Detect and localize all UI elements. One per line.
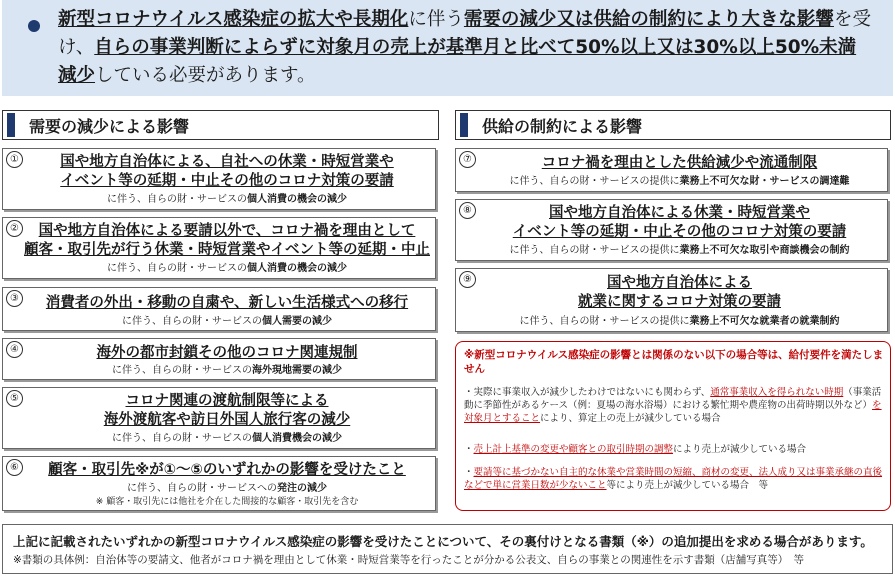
right-column-title: 供給の制約による影響	[455, 110, 891, 140]
header-text: 新型コロナウイルス感染症の拡大や長期化に伴う需要の減少又は供給の制約により大きな影響を受け、自らの事業判断によらずに対象月の売上が基準月と比べて50%以上又は30%以上50%未満減少している必要があります。	[58, 9, 871, 86]
bullet-icon	[28, 20, 40, 32]
exclusion-box: ※新型コロナウイルス感染症の影響とは関係のない以下の場合等は、給付要件を満たしません ・実際に事業収入が減少したわけではないにも関わらず、通常事業収入を得られない時期（事業活動に季節性があるケース（例：夏場の海水浴場）における繁忙期や農産物の出荷時期以外など）を対象月とすることにより、算定上の売上が減少している場合 ・売上計上基準の変更や顧客との取引時期の調整により売上が減少している場合 ・要請等に基づかない自主的な休業や営業時間の短縮、商材の変更、法人成り又は事業承継の直後などで単に営業日数が少ないこと等により売上が減少している場合 等	[455, 341, 891, 511]
title-bar-icon	[7, 113, 15, 137]
header-banner	[2, 0, 893, 96]
exclusion-item-2: ・売上計上基準の変更や顧客との取引時期の調整により売上が減少している場合	[464, 444, 807, 455]
exclusion-item-3: ・要請等に基づかない自主的な休業や営業時間の短縮、商材の変更、法人成り又は事業承継の直後などで単に営業日数が少ないこと等により売上が減少している場合 等	[464, 467, 883, 491]
impact-card-1: ① 国や地方自治体による、自社への休業・時短営業や イベント等の延期・中止その他のコロナ対策の要請 に伴う、自らの財・サービスの個人消費の機会の減少	[2, 148, 436, 210]
impact-card-7: ⑦ コロナ禍を理由とした供給減少や流通制限 に伴う、自らの財・サービスの提供に業務上不可欠な財・サービスの調達難	[455, 148, 888, 192]
title-bar-icon	[460, 113, 468, 137]
footer-note: 上記に記載されたいずれかの新型コロナウイルス感染症の影響を受けたことについて、その裏付けとなる書類（※）の追加提出を求める場合があります。 ※書類の具体例：自治体等の要請文、他者がコロナ禍を理由として休業・時短営業等を行ったことが分かる公表文、自らの事業との関連性を示す書類（店舗写真等） 等	[2, 524, 893, 574]
impact-card-8: ⑧ 国や地方自治体による休業・時短営業や イベント等の延期・中止その他のコロナ対策の要請 に伴う、自らの財・サービスの提供に業務上不可欠な取引や商談機会の制約	[455, 199, 888, 261]
exclusion-item-1: ・実際に事業収入が減少したわけではないにも関わらず、通常事業収入を得られない時期（事業活動に季節性があるケース（例：夏場の海水浴場）における繁忙期や農産物の出荷時期以外など）を対象月とすることにより、算定上の売上が減少している場合	[464, 387, 882, 424]
impact-card-5: ⑤ コロナ関連の渡航制限等による 海外渡航客や訪日外国人旅行客の減少 に伴う、自らの財・サービスの個人消費機会の減少	[2, 387, 436, 449]
impact-card-9: ⑨ 国や地方自治体による 就業に関するコロナ対策の要請 に伴う、自らの財・サービスの提供に業務上不可欠な就業者の就業制約	[455, 268, 888, 332]
impact-card-4: ④ 海外の都市封鎖その他のコロナ関連規制 に伴う、自らの財・サービスの海外現地需要の減少	[2, 338, 436, 380]
left-column-title: 需要の減少による影響	[2, 110, 439, 140]
impact-card-3: ③ 消費者の外出・移動の自粛や、新しい生活様式への移行 に伴う、自らの財・サービスの個人需要の減少	[2, 287, 436, 331]
impact-card-6: ⑥ 顧客・取引先※が①～⑤のいずれかの影響を受けたこと に伴う、自らの財・サービスへの発注の減少 ※ 顧客・取引先には他社を介在した間接的な顧客・取引先を含む	[2, 456, 436, 511]
impact-card-2: ② 国や地方自治体による要請以外で、コロナ禍を理由として 顧客・取引先が行う休業・時短営業やイベント等の延期・中止 に伴う、自らの財・サービスの個人消費の機会の減少	[2, 217, 436, 279]
